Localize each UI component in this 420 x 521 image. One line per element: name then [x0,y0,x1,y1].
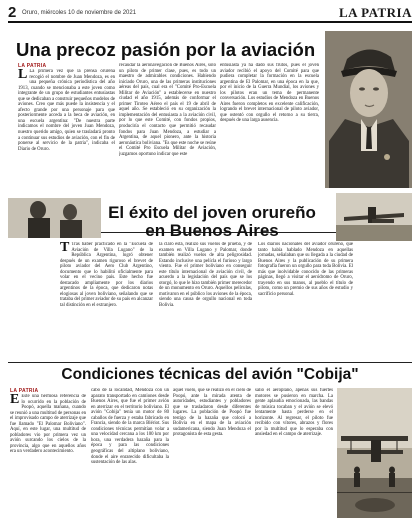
pilot-group-photo [8,198,101,238]
article3-col3-text: aquel vuelo, que se realizó en el cielo de Poopó, ante la mirada atenta de autoridades, estudiantes y pobladores que se trasladaron desde diferentes lugares. La población de Poopó fue testigo de la hazaña que colocó a Bolivia en el mapa de la aviación sudamericana, siendo Juan Mendoza el protagonista de esta gesta. [173,388,251,438]
article2-column-3 [258,242,353,359]
dateline: Oruro, miércoles 10 de noviembre de 2021 [22,10,137,16]
article3-column-1 [10,394,86,518]
article3-col4-text: salió el aeroplano, apenas sus fuertes motores se pusieron en marcha. La gente aplaudía emocionada, las bandas de música tocaban y el avión se elevó lentamente hasta perderse en el horizonte. Al regresar, el piloto fue recibido con vítores, abrazos y flores por la multitud que lo esperaba con ansiedad en el campo de aterrizaje. [255,388,333,438]
article2-dropcap: T [60,242,70,255]
article1-dropcap: L [18,69,28,82]
newspaper-name: LA PATRIA [339,5,412,20]
airplane-photo-right [336,193,412,241]
article1-col1-text: La primera vez que la prensa orureña recogió el nombre de Juan Mendoza, es en una pequeña crónica periodística del año 1913, cuando se mencionaba a este joven como integrante de un grupo de estudiantes entusiastas que se dedicaban a construir pequeños modelos de aviones. Creo que más puede la insistencia y el afecto grande por una personaje para que posteriormente acceda a la beca de aviación, en una escuela argentina: "De nuestra parte indicamos el nombre del joven Juan Mendoza, nuestro querido amigo, quien se trasladará pronto a continuar sus estudios de aviación, con el fin de ponerse al servicio de la patria", indicaba el Diario de Oruro. [18,69,115,152]
cobija-airplane-photo [337,388,412,518]
article3-col1-text: Este una hermosa referencia de lo ocurrido en la población de Poopó, aquella mañana, cuando se reunió a una multitud de personas en el improvisado campo de aterrizaje que fue llamado "El Palomar Boliviano". Aquí, en este lugar, una multitud de pobladores vio por primera vez un avión surcando los cielos de la provincia, algo que en aquellos años era un verdadero acontecimiento. [10,394,86,455]
article2-col3-text: Los diarios nacionales del aviador orureño, que tanto había hablado Mendoza en aquellas jornadas, señalaban que su llegada a la ciudad de Buenos Aires y la publicación de su primera fotografía fueron un orgullo para toda Bolivia. El más que inolvidable conocido de las primeras páginas, llegó a visitar el aeródromo de Oruro, trayendo en sus manos, al pueblo el título de piloto, como un premio de sus años de estudio y sacrificio personal. [258,242,353,297]
article2-column-2 [159,242,252,359]
article2-headline-line-1: El éxito del joven orureño [108,203,316,222]
article3-dropcap: E [10,394,20,407]
section-divider-2 [8,362,412,363]
article3-headline: Condiciones técnicas del avión "Cobija" [61,366,359,383]
page-number: 2 [8,4,17,21]
article2-col2-text: la claro está, realizó sus vuelos de prueba, y de examen en Villa Lugano y Palomar, donde también realizó vuelos de alta peligrosidad. Estando inclusive una pelícla el furioso y largo viento. Fue el primer boliviano en conseguir este título internacional de aviación civil, de acuerdo a la legislación del país que se los otorgó, lo que le hizo también primer merecedor de un monumento en Oruro. Aquellos películas, motivaron en el público los aviones de la época, siendo una causa de orgullo nacional en toda Bolivia. [159,242,252,309]
pilot-portrait-photo [325,31,412,188]
article2-column-1 [60,242,153,359]
article3-column-2 [91,388,169,518]
article3-col2-text: cabo de la localidad, Mendoza con un aparato transportado en camiones desde Buenos Aires, que fue el primer avión en aterrizar en el territorio boliviano. El avión "Cobija" tenía un motor de 80 caballos de fuerza y estaba fabricado en Francia, siendo de la marca Blériot. Sus condiciones técnicas permitían volar a una velocidad cercana a los 100 km por hora, una verdadera hazaña para la época y para las condiciones geográficas del altiplano boliviano, donde el aire enrarecido dificultaba la sustentación de las alas. [91,388,169,466]
article1-col2-text: recaudar la aerónavegación de Buenos Aires, solo un piloto de primer clase, pues, es todo un maestro de admirables condiciones. Habiendo iniciado Oruro, una de las primeras instituciones aéreas del país, cual era el "Comité Pro-Escuela Militar de Aviación" a establecerse en nuestro ciudad el año 1915, además de conformar el primer Tiroteo Aéreo el país el 19 de abril de aquel año. Se estableció en su organización la implementación del entusiasta a la aviación civil, por lo que este Comité, con fondos propios, produciría el contacto que permitió recaudar fondos para Juan Mendoza, a estudiar a Argentina, de aquel pionero, ante la historia aeronáutica boliviana. "Es que este noche se reúne el Comité Pro Escuela Militar de Aviación, juzgamos oportuno indicar que este [119,63,216,157]
article2-col1-text: Tras haber practicado en la "Escuela de Aviación de Villa Lugano" de la República Argentina, logró obtener después de un examen riguroso el brevet de piloto aviador del Aero Club Argentino, documento que lo habilitó oficialmente para volar en el vecino país. Este hecho fue destacado ampliamente por los diarios argentinos de la época, que dedicaron notas elogiosas al joven boliviano, señalando que se trataba del primer aviador de su país en alcanzar tal distinción en el extranjero. [60,242,153,309]
article1-col3-text: entusiasta ya ha dado sus frutos, pues el joven aviador recibió el apoyo del Comité para que pudiera completar la formación en la escuela argentina de El Palomar, en una época en la que, por el inicio de la Guerra Mundial, los aviones y los pilotos eran un tema de permanente conversación. Los estudios de Mendoza en Buenos Aires fueron completos en excelente calificación, logrando el brevet internacional de piloto aviador, que ostentó con orgullo el retorno a su tierra, después de una larga ausencia. [220,63,319,124]
article3-column-3 [173,388,251,518]
article2-headline [92,204,332,240]
masthead-rule [8,21,412,23]
article1-section-label: LA PATRIA [18,63,47,69]
article3-section-label: LA PATRIA [10,388,39,394]
article3-column-4 [255,388,333,518]
article1-headline: Una precoz pasión por la aviación [16,39,316,60]
article2-headline-line-2: en Buenos Aires [145,220,279,240]
